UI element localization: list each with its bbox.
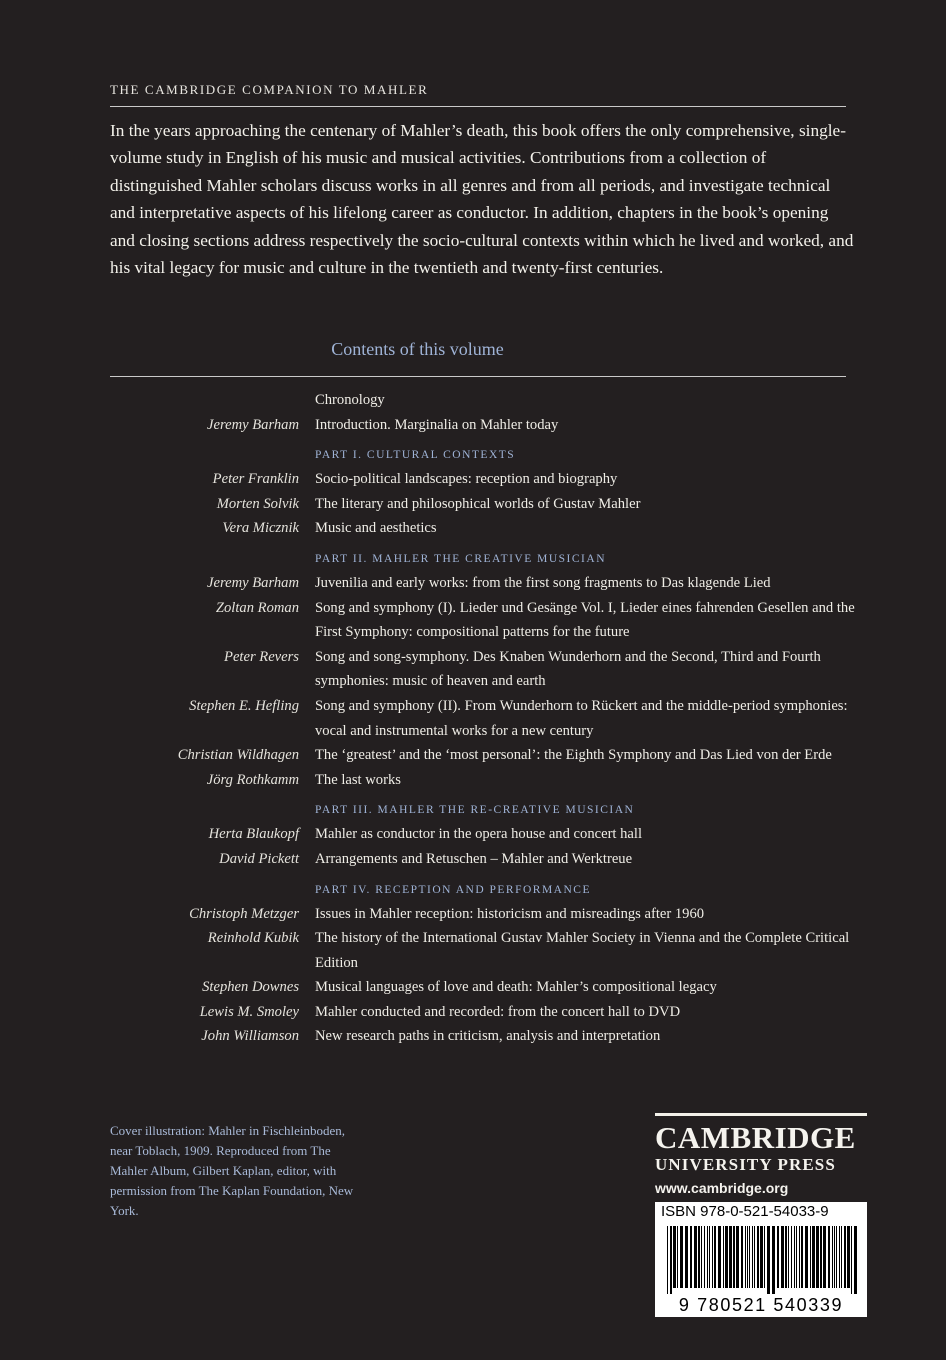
contents-entry-author: Stephen E. Hefling [189, 697, 299, 714]
contents-entry-author [100, 388, 315, 413]
barcode-bar [709, 1226, 710, 1288]
contents-entry [100, 926, 860, 975]
barcode-bar [685, 1226, 688, 1288]
barcode-bar [729, 1226, 732, 1288]
barcode-bar [694, 1226, 697, 1288]
barcode-bar [745, 1226, 746, 1288]
table-of-contents [100, 388, 860, 1049]
barcode-bar [841, 1226, 842, 1288]
barcode-bar [844, 1226, 846, 1288]
contents-entry-author: Herta Blaukopf [208, 826, 299, 843]
barcode-bar [725, 1226, 728, 1288]
barcode-bar [714, 1226, 716, 1288]
contents-entry-title: Music and aesthetics [315, 520, 437, 537]
contents-entry-title: Song and symphony (I). Lieder und Gesänge Vol. I, Lieder eines fahrenden Gesellen and the First Symphony: compositional patterns for the future [315, 599, 855, 641]
contents-entry-title: Song and song-symphony. Des Knaben Wunderhorn and the Second, Third and Fourth symphonies: music of heaven and earth [315, 648, 821, 690]
barcode-bar [799, 1226, 800, 1288]
contents-entry-author: Zoltan Roman [215, 599, 299, 616]
contents-entry-title: The literary and philosophical worlds of Gustav Mahler [315, 495, 641, 512]
barcode-bar [777, 1226, 779, 1288]
barcode-bar [752, 1226, 753, 1288]
barcode-bar [805, 1226, 808, 1288]
contents-entry-author: Reinhold Kubik [207, 930, 299, 947]
contents-entry [100, 1024, 860, 1049]
contents-part-heading: PART IV. RECEPTION AND PERFORMANCE [315, 883, 591, 896]
barcode-bar [712, 1226, 713, 1288]
barcode-bar [754, 1226, 755, 1288]
contents-entry-title: Arrangements and Retuschen – Mahler and Werktreue [315, 850, 633, 867]
barcode-bar [832, 1226, 833, 1288]
contents-entry-title: Musical languages of love and death: Mahler’s compositional legacy [315, 979, 717, 996]
barcode-bar [834, 1226, 835, 1288]
barcode-bar [707, 1226, 708, 1288]
contents-entry [100, 822, 860, 847]
barcode-bar [670, 1226, 672, 1294]
contents-entry-title: The history of the International Gustav Mahler Society in Vienna and the Complete Critical Edition [315, 930, 850, 971]
contents-entry-author: Morten Solvik [216, 495, 299, 512]
publisher-press: UNIVERSITY PRESS [655, 1155, 836, 1174]
barcode-digits: 9 780521 540339 [678, 1295, 844, 1315]
contents-entry [100, 1000, 860, 1025]
isbn-barcode [655, 1202, 867, 1317]
barcode-bar [812, 1226, 815, 1288]
barcode-bar [733, 1226, 735, 1288]
barcode-bar [673, 1226, 676, 1288]
barcode-bar [801, 1226, 803, 1288]
barcode-bar [854, 1226, 857, 1294]
contents-entry-author: Jeremy Barham [207, 416, 299, 433]
barcode-bar [723, 1226, 724, 1288]
contents-entry-author: Peter Franklin [212, 471, 299, 488]
contents-entry-title: Chronology [315, 392, 385, 408]
contents-entry [100, 492, 860, 517]
barcode-bar [767, 1226, 770, 1294]
barcode-bar [698, 1226, 700, 1288]
book-blurb: In the years approaching the centenary of Mahler’s death, this book offers the only comprehensive, single-volume study in English of his music and musical activities. Contributions from a collection of distinguished Mahler scholars discuss works in all genres and from all periods, and investigate technical and interpretative aspects of his lifelong career as conductor. In addition, chapters in the book’s opening and closing sections address respectively the socio-cultural contexts within which he lived and worked, and his vital legacy for music and culture in the twentieth and twenty-first centuries. [110, 121, 854, 278]
publisher-url: www.cambridge.org [655, 1180, 789, 1196]
barcode-bar [757, 1226, 759, 1288]
barcode-bar [781, 1226, 784, 1288]
contents-part-heading: PART III. MAHLER THE RE-CREATIVE MUSICIAN [315, 804, 635, 817]
barcode-bar [677, 1226, 678, 1288]
barcode-bar [741, 1226, 743, 1288]
contents-entry [100, 975, 860, 1000]
barcode-bar [788, 1226, 789, 1288]
contents-entry-author: Christoph Metzger [189, 905, 299, 922]
contents-entry-author: Jeremy Barham [207, 574, 299, 591]
contents-entry-author: Lewis M. Smoley [199, 1003, 299, 1020]
barcode-bar [794, 1226, 795, 1288]
barcode-bar [796, 1226, 797, 1288]
contents-entry-title: The ‘greatest’ and the ‘most personal’: the Eighth Symphony and Das Lied von der Erde [315, 747, 832, 764]
contents-entry-author: Christian Wildhagen [177, 747, 299, 764]
contents-entry-author: Vera Micznik [222, 520, 299, 537]
barcode-bar [851, 1226, 852, 1294]
isbn-label: ISBN 978-0-521-54033-9 [661, 1203, 829, 1220]
barcode-bar [760, 1226, 763, 1288]
contents-entry-title: Juvenilia and early works: from the first song fragments to Das klagende Lied [315, 574, 771, 591]
barcode-bar [701, 1226, 702, 1288]
contents-entry-author: John Williamson [201, 1028, 299, 1045]
contents-entry [100, 571, 860, 596]
barcode-bar [704, 1226, 705, 1288]
contents-entry [100, 902, 860, 927]
barcode-bar [736, 1226, 739, 1288]
contents-part-heading: PART II. MAHLER THE CREATIVE MUSICIAN [315, 552, 606, 565]
publisher-name: CAMBRIDGE [655, 1120, 856, 1155]
contents-entry-title: Mahler as conductor in the opera house and concert hall [315, 826, 643, 843]
contents-entry [100, 694, 860, 743]
contents-rule [110, 376, 846, 377]
barcode-bar [690, 1226, 692, 1288]
barcode-bar [810, 1226, 811, 1288]
barcode-bar [785, 1226, 787, 1288]
barcode-bar [764, 1226, 765, 1288]
contents-entry-title: Introduction. Marginalia on Mahler today [315, 416, 559, 433]
barcode-bar [718, 1226, 721, 1288]
barcode-bar [823, 1226, 826, 1288]
barcode-bar [749, 1226, 750, 1288]
barcode-bars [667, 1226, 857, 1294]
barcode-bar [680, 1226, 683, 1288]
barcode-bar [791, 1226, 792, 1288]
contents-entry-title: Issues in Mahler reception: historicism and misreadings after 1960 [315, 905, 705, 922]
contents-entry-title: Mahler conducted and recorded: from the concert hall to DVD [315, 1003, 681, 1020]
contents-entry-author: Stephen Downes [202, 979, 299, 996]
contents-entry [100, 743, 860, 768]
contents-entry [100, 516, 860, 541]
contents-entry [100, 847, 860, 872]
contents-entry-author: Peter Revers [224, 648, 299, 665]
contents-entry [100, 768, 860, 793]
publisher-rule [655, 1113, 867, 1116]
contents-entry-title: Song and symphony (II). From Wunderhorn to Rückert and the middle-period symphonies: vocal and instrumental works for a new century [315, 697, 848, 739]
top-rule [110, 106, 846, 107]
cover-caption: Cover illustration: Mahler in Fischleinboden, near Toblach, 1909. Reproduced from The Mahler Album, Gilbert Kaplan, editor, with permission from The Kaplan Foundation, New York. [110, 1123, 354, 1218]
contents-heading: Contents of this volume [331, 339, 504, 359]
contents-part-heading: PART I. CULTURAL CONTEXTS [315, 449, 516, 462]
barcode-bar [747, 1226, 748, 1288]
contents-entry-author: David Pickett [219, 850, 299, 867]
contents-entry-title: Socio-political landscapes: reception and biography [315, 471, 618, 488]
contents-entry [100, 413, 860, 438]
barcode-bar [839, 1226, 840, 1288]
barcode-bar [820, 1226, 822, 1288]
contents-entry-title: New research paths in criticism, analysis and interpretation [315, 1028, 661, 1045]
series-title: THE CAMBRIDGE COMPANION TO MAHLER [110, 82, 429, 97]
contents-entry [100, 645, 860, 694]
barcode-bar [816, 1226, 819, 1288]
barcode-bar [772, 1226, 775, 1294]
barcode-bar [836, 1226, 837, 1288]
contents-entry-author: Jörg Rothkamm [206, 771, 299, 788]
contents-entry-title: The last works [315, 771, 401, 788]
barcode-bar [847, 1226, 850, 1288]
contents-entry [100, 388, 860, 413]
contents-entry [100, 596, 860, 645]
publisher-logo [655, 1113, 867, 1200]
barcode-bar [828, 1226, 830, 1288]
contents-entry [100, 467, 860, 492]
barcode-bar [667, 1226, 668, 1294]
